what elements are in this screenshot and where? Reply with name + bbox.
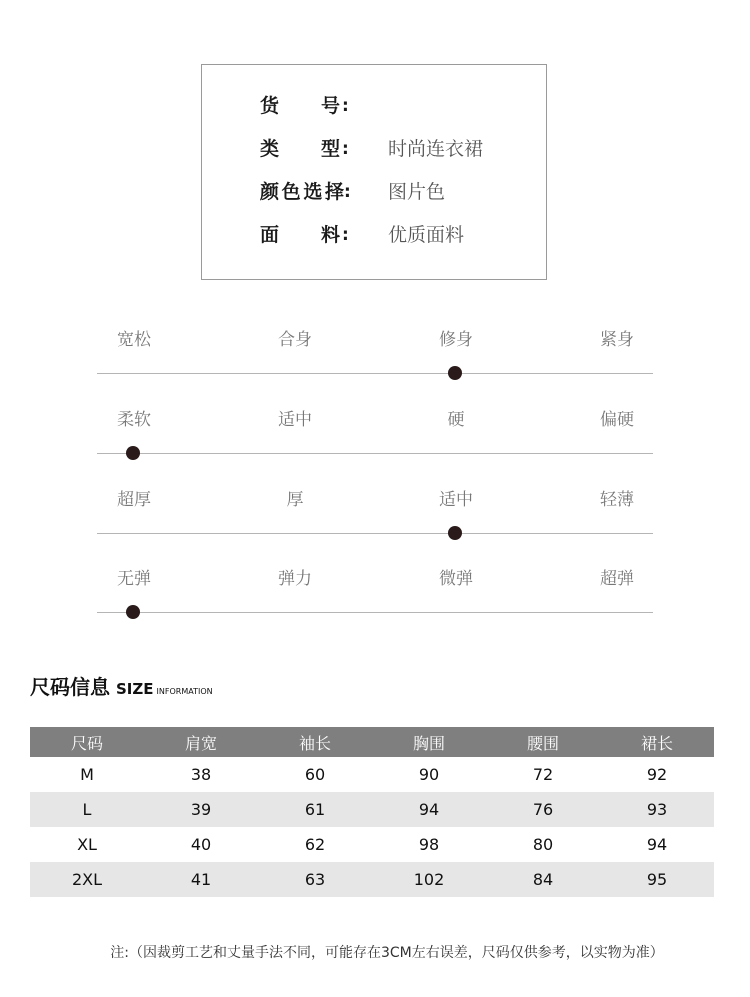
- scale-label: 厚: [286, 490, 304, 510]
- scale-label: 微弹: [439, 569, 473, 589]
- table-cell: 2XL: [30, 862, 144, 897]
- table-cell: 92: [646, 765, 668, 784]
- table-cell: 76: [486, 792, 600, 827]
- scale-label: 无弹: [117, 569, 151, 589]
- table-cell: 93: [600, 792, 714, 827]
- scale-indicator-dot: [126, 605, 140, 619]
- table-cell: M: [80, 765, 94, 784]
- table-cell: 80: [532, 835, 554, 854]
- info-label: 颜 色 选 择: [260, 181, 344, 203]
- table-cell: 102: [372, 862, 486, 897]
- table-cell: 41: [144, 862, 258, 897]
- table-cell: 38: [190, 765, 212, 784]
- size-title-cn: 尺码信息: [30, 675, 110, 699]
- scale-label: 适中: [439, 490, 473, 510]
- table-cell: 90: [418, 765, 440, 784]
- table-cell: XL: [77, 835, 97, 854]
- table-cell: 94: [372, 792, 486, 827]
- attribute-scale: [97, 564, 653, 624]
- info-colon: :: [342, 139, 349, 159]
- size-table: [30, 727, 714, 897]
- table-cell: 94: [646, 835, 668, 854]
- table-cell: 63: [258, 862, 372, 897]
- scale-label: 宽松: [117, 330, 151, 350]
- table-cell: 72: [532, 765, 554, 784]
- scale-label: 适中: [278, 410, 312, 430]
- table-cell: 84: [486, 862, 600, 897]
- scale-label: 合身: [278, 330, 312, 350]
- size-title-en: SIZE: [116, 680, 154, 698]
- scale-label: 柔软: [117, 410, 151, 430]
- info-colon: :: [342, 96, 349, 116]
- table-header-row: [30, 727, 714, 757]
- scale-label: 轻薄: [600, 490, 634, 510]
- table-row: [30, 757, 714, 792]
- table-row: [30, 827, 714, 862]
- table-header-cell: 胸围: [372, 727, 486, 757]
- size-disclaimer-note: 注:（因裁剪工艺和丈量手法不同，可能存在3CM左右误差，尺码仅供参考，以实物为准）: [110, 945, 664, 961]
- size-title-en-small: INFORMATION: [156, 687, 213, 696]
- table-header-cell: 裙长: [600, 727, 714, 757]
- scale-label: 硬: [447, 410, 465, 430]
- scale-line: [97, 373, 653, 374]
- info-label: 类 型: [260, 138, 340, 160]
- scale-line: [97, 453, 653, 454]
- table-header-cell: 袖长: [258, 727, 372, 757]
- info-value: 优质面料: [388, 224, 465, 246]
- table-cell: 98: [418, 835, 440, 854]
- table-row: [30, 862, 714, 897]
- scale-label: 弹力: [278, 569, 312, 589]
- info-value: 图片色: [388, 181, 446, 203]
- table-header-cell: 尺码: [30, 727, 144, 757]
- table-cell: 60: [304, 765, 326, 784]
- scale-label: 修身: [439, 330, 473, 350]
- table-cell: 62: [304, 835, 326, 854]
- product-info-box: [201, 64, 547, 280]
- table-cell: 95: [600, 862, 714, 897]
- table-cell: L: [30, 792, 144, 827]
- scale-indicator-dot: [126, 446, 140, 460]
- table-header-cell: 腰围: [486, 727, 600, 757]
- info-colon: :: [344, 182, 351, 202]
- scale-label: 超厚: [117, 490, 151, 510]
- scale-label: 偏硬: [600, 410, 634, 430]
- attribute-scale: [97, 485, 653, 545]
- attribute-scale: [97, 405, 653, 465]
- scale-indicator-dot: [448, 526, 462, 540]
- info-label: 货 号: [260, 95, 340, 117]
- table-header-cell: 肩宽: [144, 727, 258, 757]
- scale-label: 超弹: [600, 569, 634, 589]
- info-colon: :: [342, 225, 349, 245]
- table-cell: 39: [144, 792, 258, 827]
- scale-label: 紧身: [600, 330, 634, 350]
- attribute-scale: [97, 325, 653, 385]
- table-cell: 40: [190, 835, 212, 854]
- scale-indicator-dot: [448, 366, 462, 380]
- scale-line: [97, 533, 653, 534]
- scale-line: [97, 612, 653, 613]
- table-cell: 61: [258, 792, 372, 827]
- info-label: 面 料: [260, 224, 340, 246]
- info-value: 时尚连衣裙: [388, 138, 484, 160]
- table-row: [30, 792, 714, 827]
- size-section-title: [30, 671, 213, 700]
